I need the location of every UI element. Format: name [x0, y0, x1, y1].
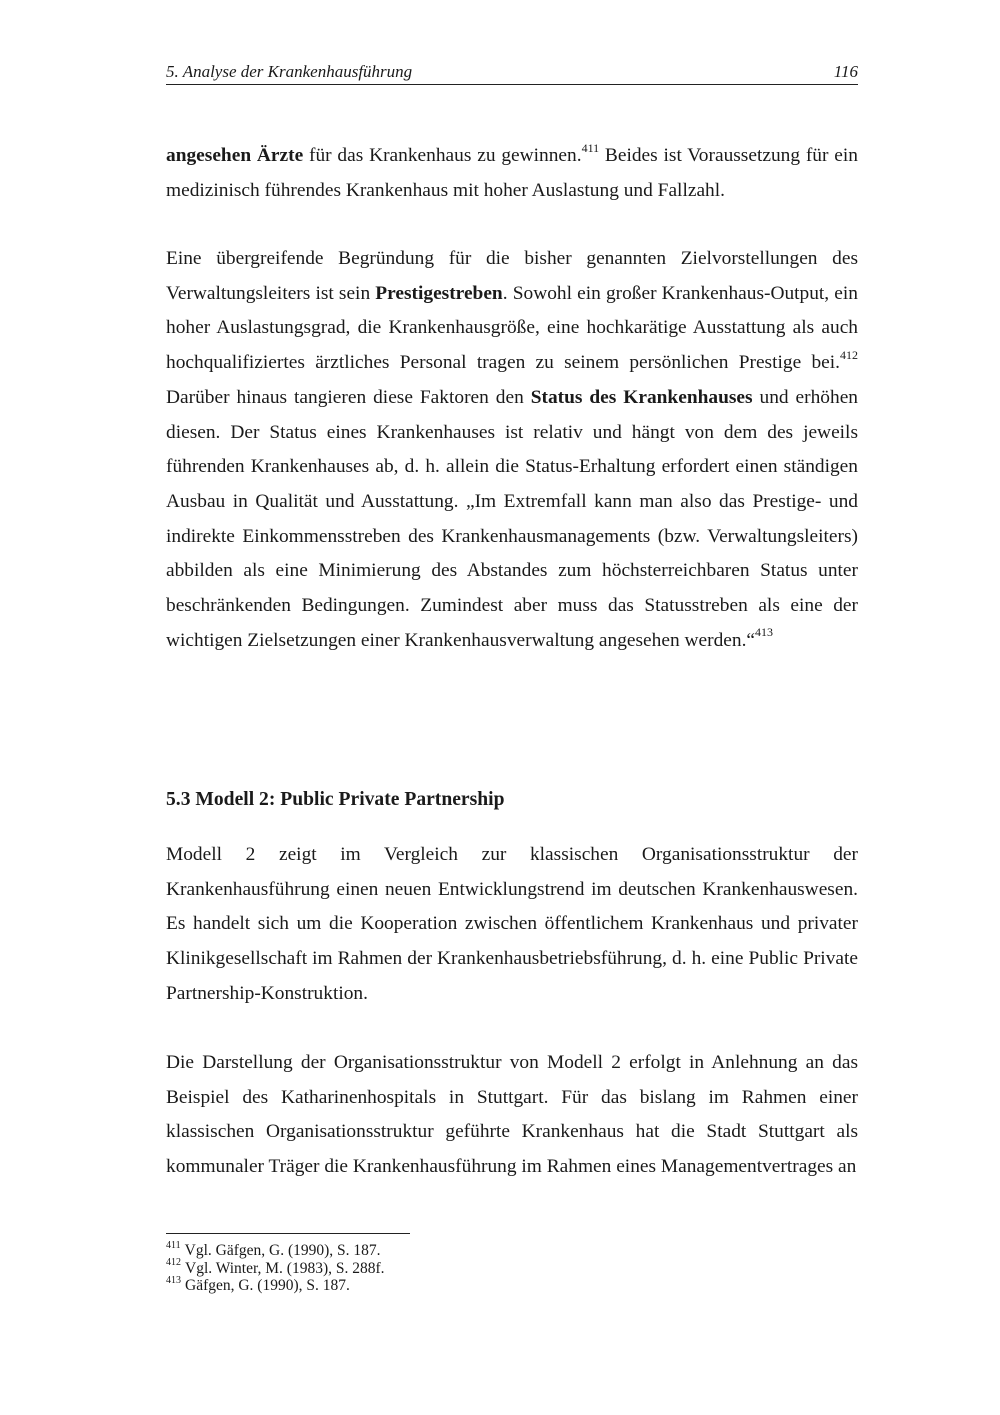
text-run: Darüber hinaus tangieren diese Faktoren den — [166, 386, 531, 408]
footnote-ref: 413 — [755, 625, 774, 640]
text-run: . Sowohl ein großer Krankenhaus-Output, ein hoher Auslastungsgrad, die Krankenhausgröße, eine hochkarätige Ausstattung als auch hochqualifiziertes ärztliches Personal tragen zu seinem persönlichen Prestige bei. — [166, 282, 858, 374]
paragraph-1 — [166, 139, 858, 208]
text-run: Eine übergreifende Begründung für die bisher genannten Zielvorstellungen des Verwaltungsleiters ist sein — [166, 248, 858, 304]
footnote-ref: 411 — [581, 140, 600, 155]
footnotes — [166, 1239, 766, 1295]
footnote-ref: 412 — [840, 347, 858, 362]
page-number: 116 — [833, 62, 858, 81]
bold-term: Status des Krankenhauses — [530, 386, 753, 408]
footnote-number: 413 — [166, 1274, 181, 1286]
header-chapter-title: 5. Analyse der Krankenhausführung — [166, 62, 413, 81]
section-heading: 5.3 Modell 2: Public Private Partnership — [166, 789, 505, 810]
text-run: und erhöhen diesen. Der Status eines Krankenhauses ist relativ und hängt von dem des jeweils führenden Krankenhauses ab, d. h. allein die Status-Erhaltung erfordert einen ständigen Ausbau in Qualität und Ausstattung. „Im Extremfall kann man also das Prestige- und indirekte Einkommensstreben des Krankenhausmanagements (bzw. Verwaltungsleiters) abbilden als eine Minimierung des Abstandes zum höchsterreichbaren Status unter beschränkenden Bedingungen. Zumindest aber muss das Statusstreben als eine der wichtigen Zielsetzungen einer Krankenhausverwaltung angesehen werden.“ — [166, 386, 859, 651]
footnote — [166, 1239, 766, 1260]
text-run: Die Darstellung der Organisationsstruktur von Modell 2 erfolgt in Anlehnung an das Beispiel des Katharinenhospitals in Stuttgart. Für das bislang im Rahmen einer klassischen Organisationsstruktur geführte Krankenhaus hat die Stadt Stuttgart als kommunaler Träger die Krankenhausführung im Rahmen eines Managementvertrages an — [166, 1052, 858, 1178]
text-run: Modell 2 zeigt im Vergleich zur klassischen Organisationsstruktur der Krankenhausführung einen neuen Entwicklungstrend im deutschen Krankenhauswesen. Es handelt sich um die Kooperation zwischen öffentlichem Krankenhaus und privater Klinikgesellschaft im Rahmen der Krankenhausbetriebsführung, d. h. eine Public Private Partnership-Konstruktion. — [166, 844, 858, 1004]
footnote — [166, 1257, 766, 1278]
footnote-number: 412 — [166, 1257, 181, 1269]
footnote-separator — [166, 1233, 410, 1234]
footnote-number: 411 — [166, 1239, 181, 1251]
paragraph-4 — [166, 1046, 858, 1185]
footnote-text: Vgl. Gäfgen, G. (1990), S. 187. — [184, 1242, 381, 1259]
footnote-text: Vgl. Winter, M. (1983), S. 288f. — [185, 1259, 385, 1277]
footnote-text: Gäfgen, G. (1990), S. 187. — [185, 1277, 350, 1294]
text-run: für das Krankenhaus zu gewinnen. — [303, 145, 582, 166]
bold-term: angesehen Ärzte — [166, 145, 304, 166]
bold-term: Prestigestreben — [375, 282, 503, 304]
footnote — [166, 1274, 766, 1295]
paragraph-3 — [166, 838, 858, 1012]
running-header — [166, 62, 858, 85]
text-run: Beides ist Voraussetzung für ein medizinisch führendes Krankenhaus mit hoher Auslastung und Fallzahl. — [166, 145, 858, 201]
paragraph-2 — [166, 242, 858, 658]
